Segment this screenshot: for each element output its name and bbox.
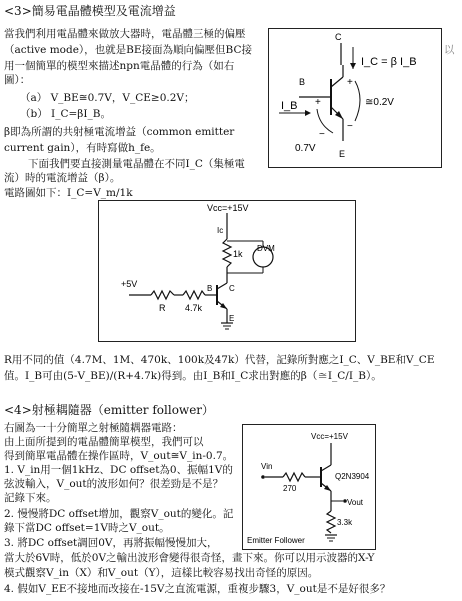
circuit-line: 電路圖如下：I_C=V_m/1k <box>4 187 133 199</box>
vbe-label: 0.7V <box>295 143 316 154</box>
c1-dvm-label: DVM <box>257 244 275 253</box>
c2-caption: Emitter Follower <box>247 536 305 545</box>
c2-33k-label: 3.3k <box>337 518 353 527</box>
circuit-1-diagram <box>99 201 355 341</box>
transistor-model-figure <box>268 28 442 168</box>
ic-equation: I_C = β I_B <box>361 56 417 68</box>
section4-line-5: 弦波輸入，V_out的波形如何？很差勁是不是？ <box>4 478 224 490</box>
section4-full-2: 模式觀察V_in（X）和V_out（Y），這樣比較容易找出奇怪的原因。 <box>4 567 319 579</box>
section4-full-1: 當大於6V時，低於0V之輸出波形會變得很奇怪，畫下來。你可以用示波器的X-Y <box>4 552 375 564</box>
emitter-follower-figure <box>242 424 376 550</box>
model-e-label: E <box>339 149 346 159</box>
c1-ic-label: Ic <box>217 226 224 235</box>
c1-b-label: B <box>207 284 213 293</box>
model-c-label: C <box>335 32 342 42</box>
section4-line-9: 3. 將DC offset調回0V，再將振幅慢慢加大， <box>4 537 218 549</box>
condition-a: （a） V_BE≅0.7V，V_CE≥0.2V； <box>20 92 195 104</box>
section4-line-3: 得到簡單電晶體在操作區時，V_out≅V_in-0.7。 <box>4 450 234 462</box>
minus-b: − <box>319 129 325 140</box>
c1-c-label: C <box>229 284 235 293</box>
c1-e-label: E <box>229 314 235 323</box>
plus-b: + <box>315 97 321 108</box>
section4-title: <4>射極耦隨器（emitter follower） <box>4 403 215 417</box>
c2-q-label: Q2N3904 <box>335 472 370 481</box>
section3-line-2: （active mode），也就是BE接面為順向偏壓但BC接 <box>4 44 252 56</box>
model-b-label: B <box>299 77 306 87</box>
c1-r-label: R <box>159 303 166 313</box>
section4-line-7: 2. 慢慢將DC offset增加，觀察V_out的變化。記 <box>4 508 234 520</box>
section3-line-1: 當我們利用電晶體來做放大器時，電晶體三極的偏壓 <box>4 28 246 40</box>
c2-vin-label: Vin <box>261 462 273 471</box>
circuit-1-figure <box>98 200 356 342</box>
c1-5v-label: +5V <box>121 279 138 289</box>
beta-line-1: β即為所謂的共射極電流增益（common emitter <box>4 126 235 138</box>
emitter-follower-diagram <box>243 425 375 549</box>
plus-c: + <box>347 77 353 88</box>
section4-line-4: 1. V_in用一個1kHz、DC offset為0、振幅1V的 <box>4 464 233 476</box>
section3-title: <3>簡易電晶體模型及電流增益 <box>4 4 176 18</box>
c2-270-label: 270 <box>283 484 297 493</box>
section3-line-4: 圖）： <box>4 74 31 86</box>
section4-line-1: 右圖為一十分簡單之射極隨耦器電路： <box>4 422 183 434</box>
resistor-note-1: R用不同的值（4.7M、1M、470k、100k及47k）代替，記錄所對應之I_C、V_BE和V_CE <box>4 354 435 366</box>
measure-line-2: 流）時的電流增益（β）。 <box>4 172 121 184</box>
section4-full-3: 4. 假如V_EE不接地而改接在-15V之直流電源，重複步驟3，V_out是不是好很多？ <box>4 583 391 595</box>
minus-e: − <box>347 121 353 132</box>
condition-b: （b） I_C=βI_B。 <box>20 108 111 120</box>
c2-vout-label: Vout <box>347 498 364 507</box>
c1-1k-label: 1k <box>233 249 243 259</box>
c1-vcc-label: Vcc=+15V <box>207 203 249 213</box>
beta-line-2: current gain），有時寫做h_fe。 <box>4 142 161 154</box>
measure-line-1: 下面我們要直接測量電晶體在不同I_C（集極電 <box>28 158 245 170</box>
ib-label: I_B <box>281 100 298 112</box>
section3-line-3: 用一個簡單的模型來描述npn電晶體的行為（如右 <box>4 60 235 72</box>
vce-label: ≅0.2V <box>365 97 394 108</box>
section4-line-2: 由上面所提到的電晶體簡單模型，我們可以 <box>4 436 204 448</box>
section4-line-8: 錄下當DC offset=1V時之V_out。 <box>4 522 170 534</box>
resistor-note-2: 值。I_B可由(5-V_BE)/(R+4.7k)得到。由I_B和I_C求出對應的β（≅I_C/I_B）。 <box>4 370 382 382</box>
c2-vcc-label: Vcc=+15V <box>311 432 348 441</box>
c1-47k-label: 4.7k <box>185 303 203 313</box>
transistor-model-diagram <box>269 29 441 167</box>
margin-text: 以 <box>444 44 455 56</box>
section4-line-6: 記錄下來。 <box>4 492 57 504</box>
